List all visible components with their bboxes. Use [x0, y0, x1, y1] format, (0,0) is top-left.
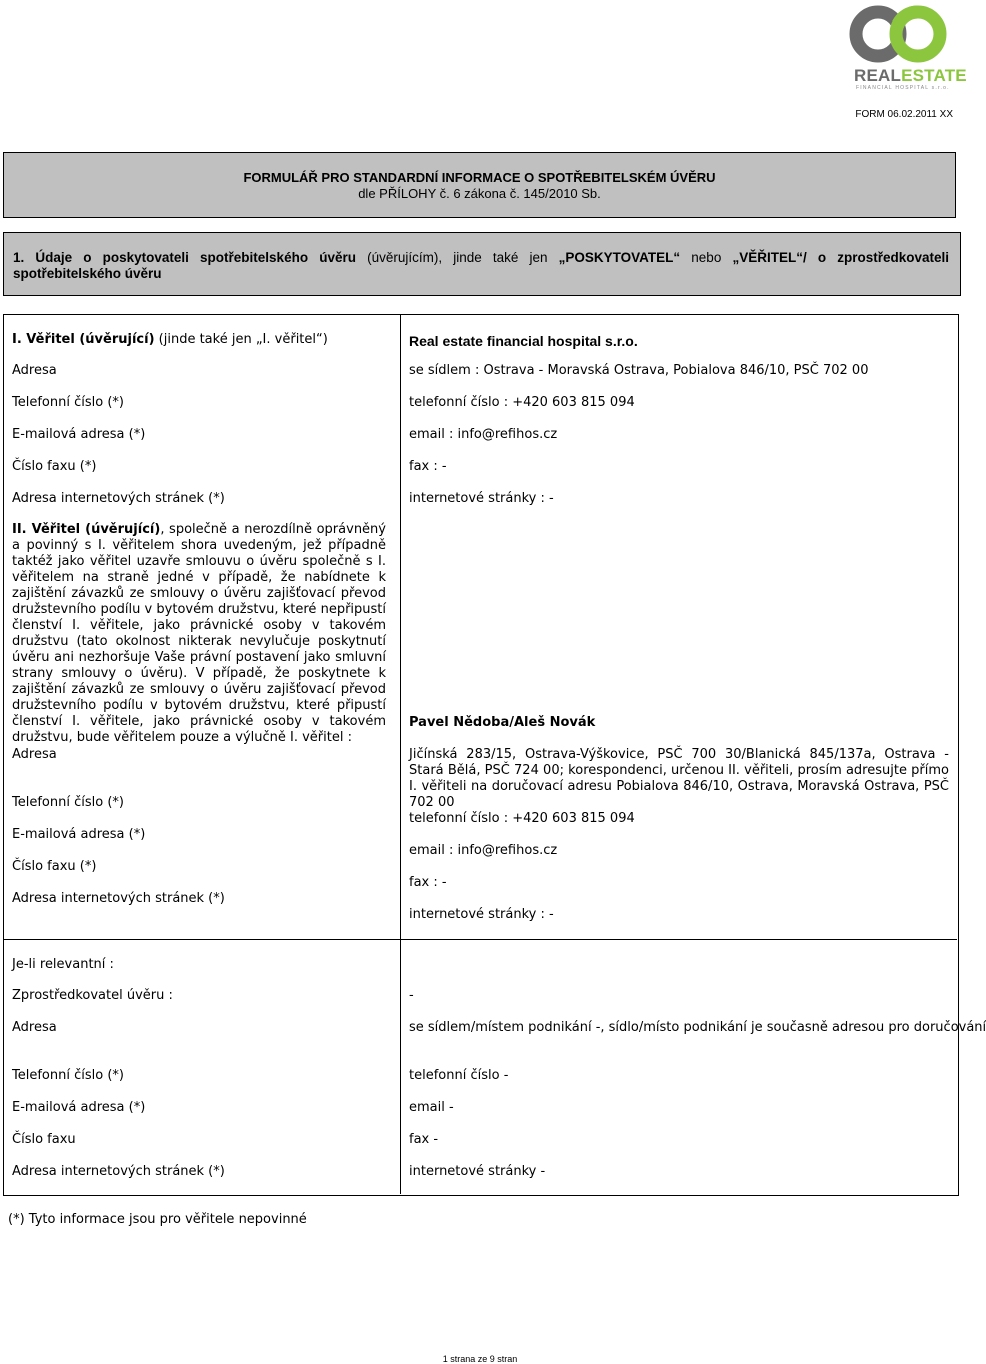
infinity-logo-icon — [848, 6, 952, 66]
creditor1-label: Číslo faxu (*) — [12, 459, 97, 474]
logo-wordmark: REALESTATE — [854, 66, 967, 85]
relevant-label: Je-li relevantní : — [12, 957, 114, 972]
creditor1-name: Real estate financial hospital s.r.o. — [409, 333, 638, 349]
creditor2-address: Jičínská 283/15, Ostrava-Výškovice, PSČ 700 30/Blanická 845/137a, Ostrava - Stará Bělá, PSČ 724 00; korespondenci, určenou II. věřiteli, prosím adresujte přímo I. věřiteli na doručovací adresu Pobialova 846/10, Ostrava, Moravská Ostrava, PSČ 702 00 — [409, 747, 949, 810]
logo-tagline: FINANCIAL HOSPITAL s.r.o. — [856, 85, 950, 91]
creditor2-label: Adresa — [12, 747, 57, 762]
intermediary-label: Adresa internetových stránek (*) — [12, 1164, 225, 1179]
creditor1-value: internetové stránky : - — [409, 491, 554, 506]
table-row-divider — [3, 939, 957, 940]
form-title: FORMULÁŘ PRO STANDARDNÍ INFORMACE O SPOTŘEBITELSKÉM ÚVĚRU — [243, 170, 716, 185]
creditor2-name: Pavel Nědoba/Aleš Novák — [409, 715, 596, 730]
intermediary-value: internetové stránky - — [409, 1164, 546, 1179]
form-title-box — [3, 152, 956, 218]
creditor2-label: Telefonní číslo (*) — [12, 795, 124, 810]
creditor1-value: fax : - — [409, 459, 447, 474]
creditor2-label: Číslo faxu (*) — [12, 859, 97, 874]
creditor1-value: telefonní číslo : +420 603 815 094 — [409, 395, 635, 410]
intermediary-label: Číslo faxu — [12, 1132, 76, 1147]
intermediary-value: telefonní číslo - — [409, 1068, 509, 1083]
intermediary-label: Zprostředkovatel úvěru : — [12, 988, 173, 1003]
intermediary-value: fax - — [409, 1132, 439, 1147]
creditor2-value: telefonní číslo : +420 603 815 094 — [409, 811, 635, 826]
creditor1-label: Adresa internetových stránek (*) — [12, 491, 225, 506]
creditor1-label: Adresa — [12, 363, 57, 378]
page-number: 1 strana ze 9 stran — [442, 1354, 518, 1364]
intermediary-value: se sídlem/místem podnikání -, sídlo/místo podnikání je současně adresou pro doručování — [409, 1020, 986, 1035]
company-logo — [848, 6, 967, 92]
intermediary-label: Adresa — [12, 1020, 57, 1035]
intermediary-label: E-mailová adresa (*) — [12, 1100, 146, 1115]
creditor1-value: email : info@refihos.cz — [409, 427, 558, 442]
intermediary-value: email - — [409, 1100, 454, 1115]
creditor2-description: II. Věřitel (úvěrující), společně a nerozdílně oprávněný a povinný s I. věřitelem shora uvedeným, jež případně taktéž jako věřitel uzavře smlouvu o úvěru společně s I. věřitelem na straně jedné v případě, že nabídnete k zajištění závazků ze smlouvy o úvěru zajišťovací převod družstevního podílu v bytovém družstvu, které nepřipustí členství I. věřitele, jako právnické osoby v takovém družstvu (tato okolnost nikterak nevylučuje poskytnutí úvěru ani nezhoršuje Vaše právní postavení jako smluvní strany smlouvy o úvěru). V případě, že poskytnete k zajištění závazků ze smlouvy o úvěru zajišťovací převod družstevního podílu v bytovém družstvu, které připustí členství I. věřitele, jako právnické osoby v takovém družstvu, bude věřitelem pouze a výlučně I. věřitel : — [12, 522, 386, 745]
footnote: (*) Tyto informace jsou pro věřitele nepovinné — [8, 1212, 307, 1227]
intermediary-label: Telefonní číslo (*) — [12, 1068, 124, 1083]
form-code: FORM 06.02.2011 XX — [855, 109, 953, 120]
table-column-divider — [400, 314, 401, 1194]
creditor1-heading: I. Věřitel (úvěrující) (jinde také jen „I. věřitel“) — [12, 332, 328, 347]
form-subtitle: dle PŘÍLOHY č. 6 zákona č. 145/2010 Sb. — [358, 186, 601, 201]
creditor2-value: internetové stránky : - — [409, 907, 554, 922]
creditor1-label: E-mailová adresa (*) — [12, 427, 146, 442]
section-heading: 1. Údaje o poskytovateli spotřebitelského úvěru (úvěrujícím), jinde také jen „POSKYTOVATEL“ nebo „VĚŘITEL“/ o zprostředkovateli spotřebitelského úvěru — [13, 250, 949, 281]
creditor2-value: fax : - — [409, 875, 447, 890]
creditor2-label: Adresa internetových stránek (*) — [12, 891, 225, 906]
intermediary-value: - — [409, 988, 414, 1003]
creditor1-label: Telefonní číslo (*) — [12, 395, 124, 410]
creditor2-value: email : info@refihos.cz — [409, 843, 558, 858]
creditor2-label: E-mailová adresa (*) — [12, 827, 146, 842]
section-heading-box — [3, 232, 961, 296]
creditor1-value: se sídlem : Ostrava - Moravská Ostrava, Pobialova 846/10, PSČ 702 00 — [409, 363, 869, 378]
